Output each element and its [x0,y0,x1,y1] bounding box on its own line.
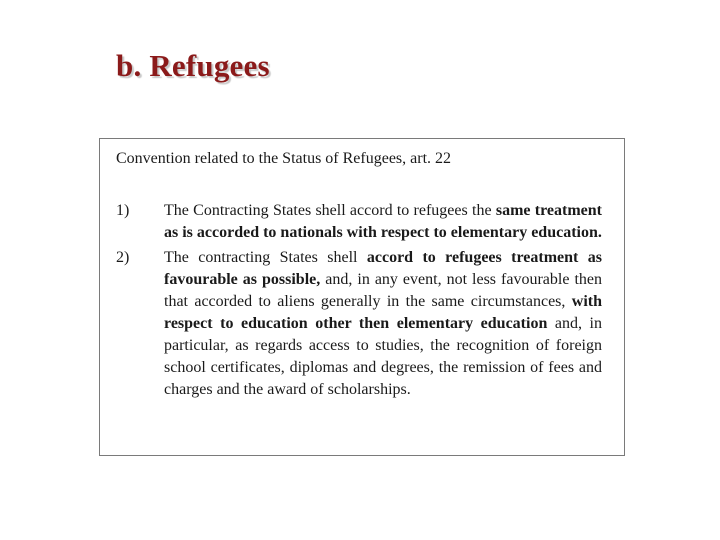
clause-text-segment: The contracting States shell [164,249,367,266]
clause-text-emphasis: with respect to education other then elementary education [164,293,602,332]
clause-text-segment: and, in particular, as regards access to studies, the recognition of foreign school certificates, diplomas and degrees, the remission of fees and charges and the award of scholarships. [164,315,602,398]
clause-text-emphasis: same treatment as is accorded to nationals with respect to elementary education. [164,202,602,241]
clause-text [164,247,602,401]
article-clauses-list [116,200,602,404]
clause-item [116,247,602,401]
clause-text-segment: and, in any event, not less favourable then that accorded to aliens generally in the same circumstances, [164,271,602,310]
convention-text-box [99,138,625,456]
slide-title: b. Refugees [116,48,270,83]
convention-heading: Convention related to the Status of Refugees, art. 22 [116,150,452,167]
clause-number: 2) [116,249,130,266]
clause-text [164,200,602,244]
clause-text-segment: The Contracting States shell accord to refugees the [164,202,496,219]
clause-item [116,200,602,244]
clause-text-emphasis: accord to refugees treatment as favourable as possible, [164,249,602,288]
clause-number: 1) [116,202,130,219]
